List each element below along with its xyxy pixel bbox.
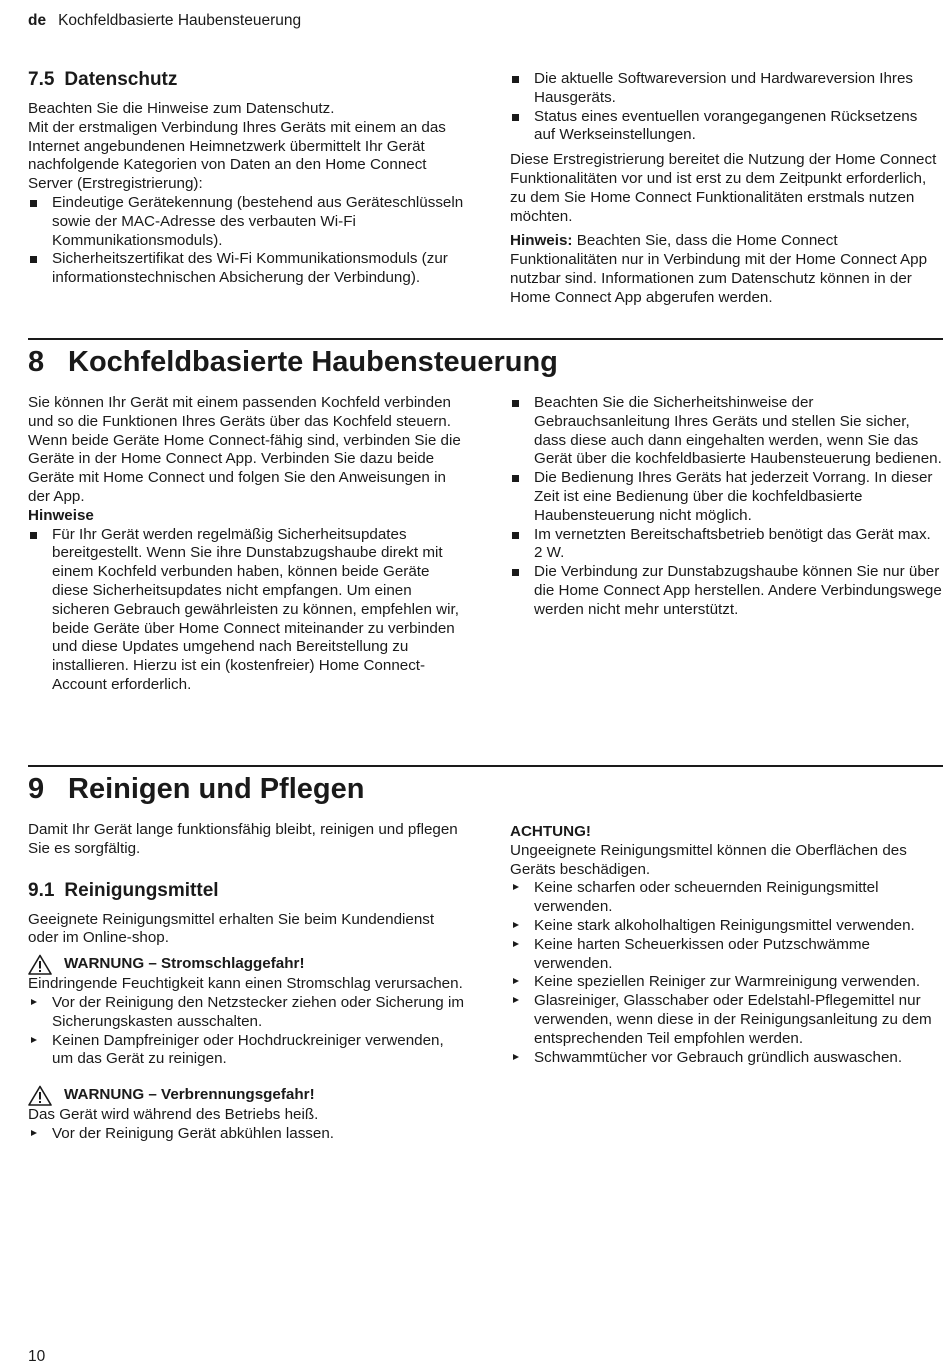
warning-steps bbox=[28, 994, 468, 1069]
notes-list bbox=[28, 526, 468, 695]
paragraph: Mit der erstmaligen Verbindung Ihres Geräts mit einem an das Internet angebundenen Heimnetzwerk übermittelt Ihr Gerät nachfolgende Kategorien von Daten an den Home Connect Server (Erstregistrierung): bbox=[28, 118, 446, 193]
section-number: 9.1 bbox=[28, 879, 55, 901]
warning-steps bbox=[28, 1125, 468, 1144]
chapter-9-right bbox=[510, 823, 942, 1067]
chapter-title: Kochfeldbasierte Haubensteuerung bbox=[68, 346, 558, 378]
data-category-list-cont bbox=[510, 70, 942, 145]
section-title: Datenschutz bbox=[64, 69, 178, 90]
list-item: Status eines eventuellen vorangegangenen Rücksetzens auf Werkseinstellungen. bbox=[510, 108, 942, 146]
paragraph: Diese Erstregistrierung bereitet die Nutzung der Home Connect Funktionalitäten vor und ist erst zu dem Zeitpunkt erforderlich, zu dem Sie Home Connect Funktionalitäten erstmals nutzen möchten. bbox=[510, 151, 937, 225]
paragraph: Beachten Sie die Hinweise zum Datenschutz. bbox=[28, 100, 335, 117]
warning-heading-burn bbox=[28, 1085, 468, 1106]
section-7-5-left bbox=[28, 68, 468, 288]
warning-icon bbox=[28, 1085, 52, 1106]
header-title: Kochfeldbasierte Haubensteuerung bbox=[58, 12, 302, 29]
list-item: Keinen Dampfreiniger oder Hochdruckreiniger verwenden, um das Gerät zu reinigen. bbox=[28, 1032, 468, 1070]
chapter-number: 8 bbox=[28, 346, 45, 378]
list-item: Glasreiniger, Glasschaber oder Edelstahl-Pflegemittel nur verwenden, wenn diese in der Reinigungsanleitung zu dem entsprechenden Teil empfohlen werden. bbox=[510, 992, 942, 1048]
list-item: Die Verbindung zur Dunstabzugshaube können Sie nur über die Home Connect App herstellen. Andere Verbindungswege werden nicht mehr unterstützt. bbox=[510, 563, 942, 619]
warning-text: Das Gerät wird während des Betriebs heiß. bbox=[28, 1106, 319, 1124]
list-item: Beachten Sie die Sicherheitshinweise der Gebrauchsanleitung Ihres Geräts und stellen Sie sicher, dass diese auch dann eingehalten werden, wenn Sie das Gerät über die kochfeldbasierte Haubensteuerung bedienen. bbox=[510, 394, 942, 469]
warning-heading-electric bbox=[28, 954, 468, 975]
caution-steps bbox=[510, 879, 942, 1067]
page-number: 10 bbox=[28, 1348, 46, 1365]
list-item: Vor der Reinigung den Netzstecker ziehen oder Sicherung im Sicherungskasten ausschalten. bbox=[28, 994, 468, 1032]
list-item: Für Ihr Gerät werden regelmäßig Sicherheitsupdates bereitgestellt. Wenn Sie ihre Dunstabzugshaube direkt mit einem Kochfeld verbunden haben, können beide Geräte diese Sicherheitsupdates nicht empfangen. Um einen sicheren Gebrauch gewährleisten zu können, empfehlen wir, beide Geräte über Home Connect miteinander zu verbinden und diese Updates umgehend nach Bereitstellung zu installieren. Hierzu ist ein (kostenfreier) Home Connect-Account erforderlich. bbox=[28, 526, 468, 695]
section-divider bbox=[28, 338, 943, 340]
caution-title: ACHTUNG! bbox=[510, 823, 591, 840]
warning-title: WARNUNG – Verbrennungsgefahr! bbox=[64, 1086, 315, 1104]
list-item: Die Bedienung Ihres Geräts hat jederzeit Vorrang. In dieser Zeit ist eine Bedienung über die kochfeldbasierte Haubensteuerung nicht möglich. bbox=[510, 469, 942, 525]
paragraph: Sie können Ihr Gerät mit einem passenden Kochfeld verbinden und so die Funktionen Ihres Geräts über das Kochfeld steuern. bbox=[28, 394, 451, 430]
list-item: Im vernetzten Bereitschaftsbetrieb benötigt das Gerät max. 2 W. bbox=[510, 526, 942, 564]
caution-text: Ungeeignete Reinigungsmittel können die Oberflächen des Geräts beschädigen. bbox=[510, 841, 907, 878]
warning-icon bbox=[28, 954, 52, 975]
section-9-1-heading bbox=[28, 879, 468, 903]
list-item: Sicherheitszertifikat des Wi-Fi Kommunikationsmoduls (zur informationstechnischen Absicherung der Verbindung). bbox=[28, 250, 468, 288]
note-text: Beachten Sie, dass die Home Connect Funktionalitäten nur in Verbindung mit der Home Connect App nutzbar sind. Informationen zum Datenschutz können in der Home Connect App abgerufen werden. bbox=[510, 232, 928, 306]
list-item: Keine scharfen oder scheuernden Reinigungsmittel verwenden. bbox=[510, 879, 942, 917]
section-divider bbox=[28, 765, 943, 767]
running-header bbox=[28, 12, 301, 31]
notes-list-cont bbox=[510, 394, 942, 620]
note-paragraph bbox=[510, 232, 942, 307]
chapter-title: Reinigen und Pflegen bbox=[68, 773, 365, 805]
warning-text: Eindringende Feuchtigkeit kann einen Stromschlag verursachen. bbox=[28, 975, 463, 993]
paragraph: Geeignete Reinigungsmittel erhalten Sie beim Kundendienst oder im Online-shop. bbox=[28, 910, 435, 947]
chapter-8-heading bbox=[28, 344, 558, 380]
section-7-5-right bbox=[510, 70, 942, 308]
list-item: Eindeutige Gerätekennung (bestehend aus Geräteschlüsseln sowie der MAC-Adresse des verbauten Wi-Fi Kommunikationsmoduls). bbox=[28, 194, 468, 250]
list-item: Schwammtücher vor Gebrauch gründlich auswaschen. bbox=[510, 1049, 942, 1068]
list-item: Keine speziellen Reiniger zur Warmreinigung verwenden. bbox=[510, 973, 942, 992]
chapter-9-left bbox=[28, 821, 468, 1144]
section-7-5-heading bbox=[28, 68, 468, 92]
data-category-list bbox=[28, 194, 468, 288]
chapter-8-right bbox=[510, 394, 942, 620]
chapter-number: 9 bbox=[28, 773, 45, 805]
chapter-8-left bbox=[28, 394, 468, 695]
section-number: 7.5 bbox=[28, 69, 55, 90]
paragraph: Damit Ihr Gerät lange funktionsfähig bleibt, reinigen und pflegen Sie es sorgfältig. bbox=[28, 821, 458, 857]
list-item: Die aktuelle Softwareversion und Hardwareversion Ihres Hausgeräts. bbox=[510, 70, 942, 108]
chapter-9-heading bbox=[28, 771, 364, 807]
list-item: Keine harten Scheuerkissen oder Putzschwämme verwenden. bbox=[510, 936, 942, 974]
language-code: de bbox=[28, 12, 47, 29]
list-item: Vor der Reinigung Gerät abkühlen lassen. bbox=[28, 1125, 468, 1144]
paragraph: Wenn beide Geräte Home Connect-fähig sind, verbinden Sie die Geräte in der Home Connect App. Verbinden Sie dazu beide Geräte mit Home Connect und folgen Sie den Anweisungen in der App. bbox=[28, 431, 461, 505]
section-title: Reinigungsmittel bbox=[64, 879, 219, 901]
note-label: Hinweis: bbox=[510, 232, 573, 250]
warning-title: WARNUNG – Stromschlaggefahr! bbox=[64, 955, 305, 973]
notes-title: Hinweise bbox=[28, 506, 94, 524]
list-item: Keine stark alkoholhaltigen Reinigungsmittel verwenden. bbox=[510, 917, 942, 936]
